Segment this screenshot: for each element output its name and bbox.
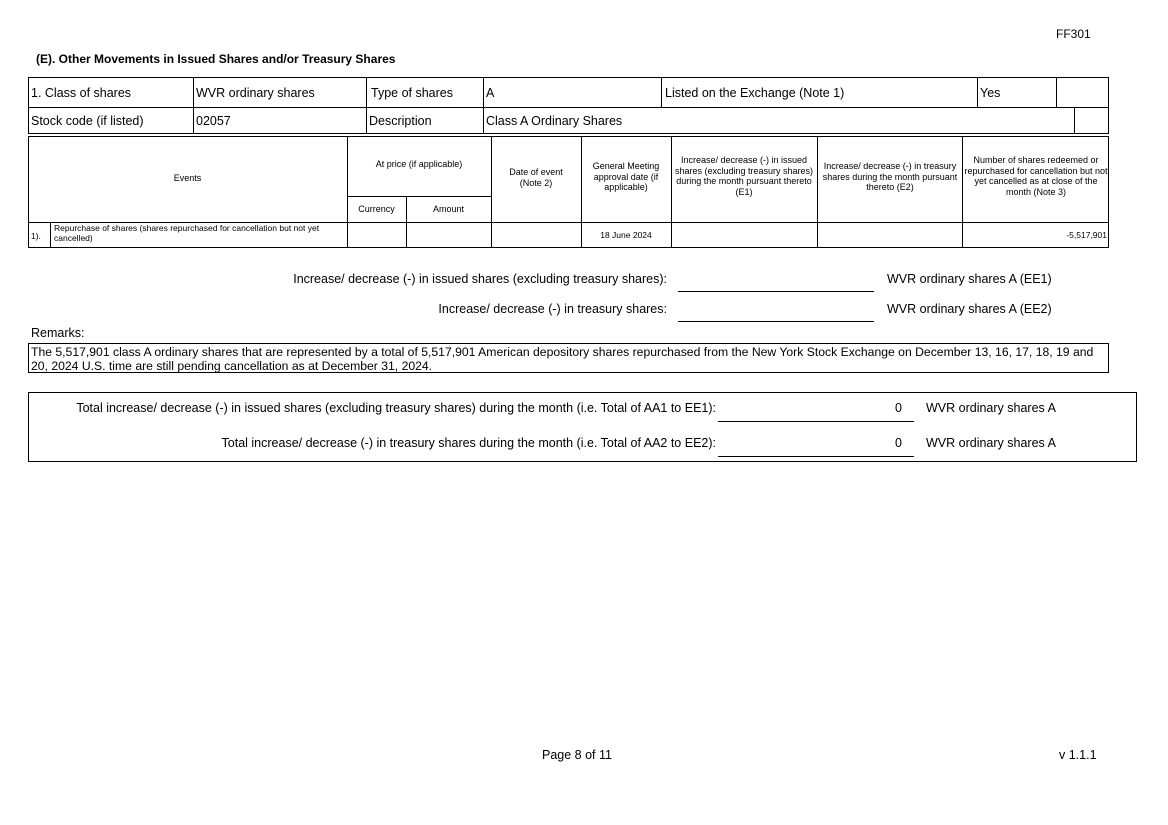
header-amount: Amount: [432, 204, 465, 214]
remarks-label: Remarks:: [31, 326, 85, 340]
description-label: Description: [369, 114, 432, 128]
header-events: Events: [173, 173, 202, 183]
summary-treasury-label: Increase/ decrease (-) in treasury shares:: [438, 302, 667, 316]
header-at-price: At price (if applicable): [375, 159, 463, 169]
header-gm-approval: General Meeting approval date (if applicable): [592, 161, 660, 192]
form-code: FF301: [1056, 27, 1091, 41]
row-event: Repurchase of shares (shares repurchased for cancellation but not yet cancelled): [54, 223, 320, 243]
header-date-of-event: Date of event (Note 2): [509, 167, 563, 188]
total-issued-label: Total increase/ decrease (-) in issued shares (excluding treasury shares) during the month (i.e. Total of AA1 to EE1):: [76, 401, 716, 415]
header-currency: Currency: [358, 204, 395, 214]
page-number: Page 8 of 11: [542, 748, 612, 762]
summary-treasury-line: [678, 321, 874, 322]
summary-issued-label: Increase/ decrease (-) in issued shares (excluding treasury shares):: [293, 272, 667, 286]
row-gm-approval: 18 June 2024: [600, 230, 652, 240]
section-title: (E). Other Movements in Issued Shares and/or Treasury Shares: [36, 52, 396, 66]
total-treasury-value: 0: [895, 436, 902, 450]
class-of-shares-value: WVR ordinary shares: [196, 86, 315, 100]
type-of-shares-label: Type of shares: [371, 86, 453, 100]
remarks-box: [28, 343, 1109, 373]
row-number: 1).: [31, 231, 41, 241]
header-increase-issued: Increase/ decrease (-) in issued shares (excluding treasury shares) during the month pursuant thereto (E1): [674, 155, 814, 197]
total-issued-line: [718, 421, 914, 422]
remarks-text: The 5,517,901 class A ordinary shares that are represented by a total of 5,517,901 American depository shares repurchased from the New York Stock Exchange on December 13, 16, 17, 18, 19 and 20, 2024 U.S. time are still pending cancellation as at December 31, 2024.: [31, 345, 1094, 373]
total-issued-unit: WVR ordinary shares A: [926, 401, 1056, 415]
stock-code-label: Stock code (if listed): [31, 114, 144, 128]
stock-code-value: 02057: [196, 114, 231, 128]
total-treasury-label: Total increase/ decrease (-) in treasury shares during the month (i.e. Total of AA2 to EE2):: [221, 436, 716, 450]
summary-issued-unit: WVR ordinary shares A (EE1): [887, 272, 1052, 286]
class-of-shares-label: 1. Class of shares: [31, 86, 132, 100]
description-value: Class A Ordinary Shares: [486, 114, 623, 128]
listed-value: Yes: [980, 86, 1001, 100]
summary-issued-line: [678, 291, 874, 292]
total-treasury-unit: WVR ordinary shares A: [926, 436, 1056, 450]
row-redeemed: -5,517,901: [1066, 230, 1107, 240]
header-increase-treasury: Increase/ decrease (-) in treasury shares during the month pursuant thereto (E2): [822, 161, 958, 192]
total-treasury-line: [718, 456, 914, 457]
total-issued-value: 0: [895, 401, 902, 415]
header-redeemed: Number of shares redeemed or repurchased for cancellation but not yet cancelled as at close of the month (Note 3): [964, 155, 1108, 197]
listed-label: Listed on the Exchange (Note 1): [665, 86, 845, 100]
summary-treasury-unit: WVR ordinary shares A (EE2): [887, 302, 1052, 316]
version: v 1.1.1: [1059, 748, 1097, 762]
type-of-shares-value: A: [486, 86, 495, 100]
